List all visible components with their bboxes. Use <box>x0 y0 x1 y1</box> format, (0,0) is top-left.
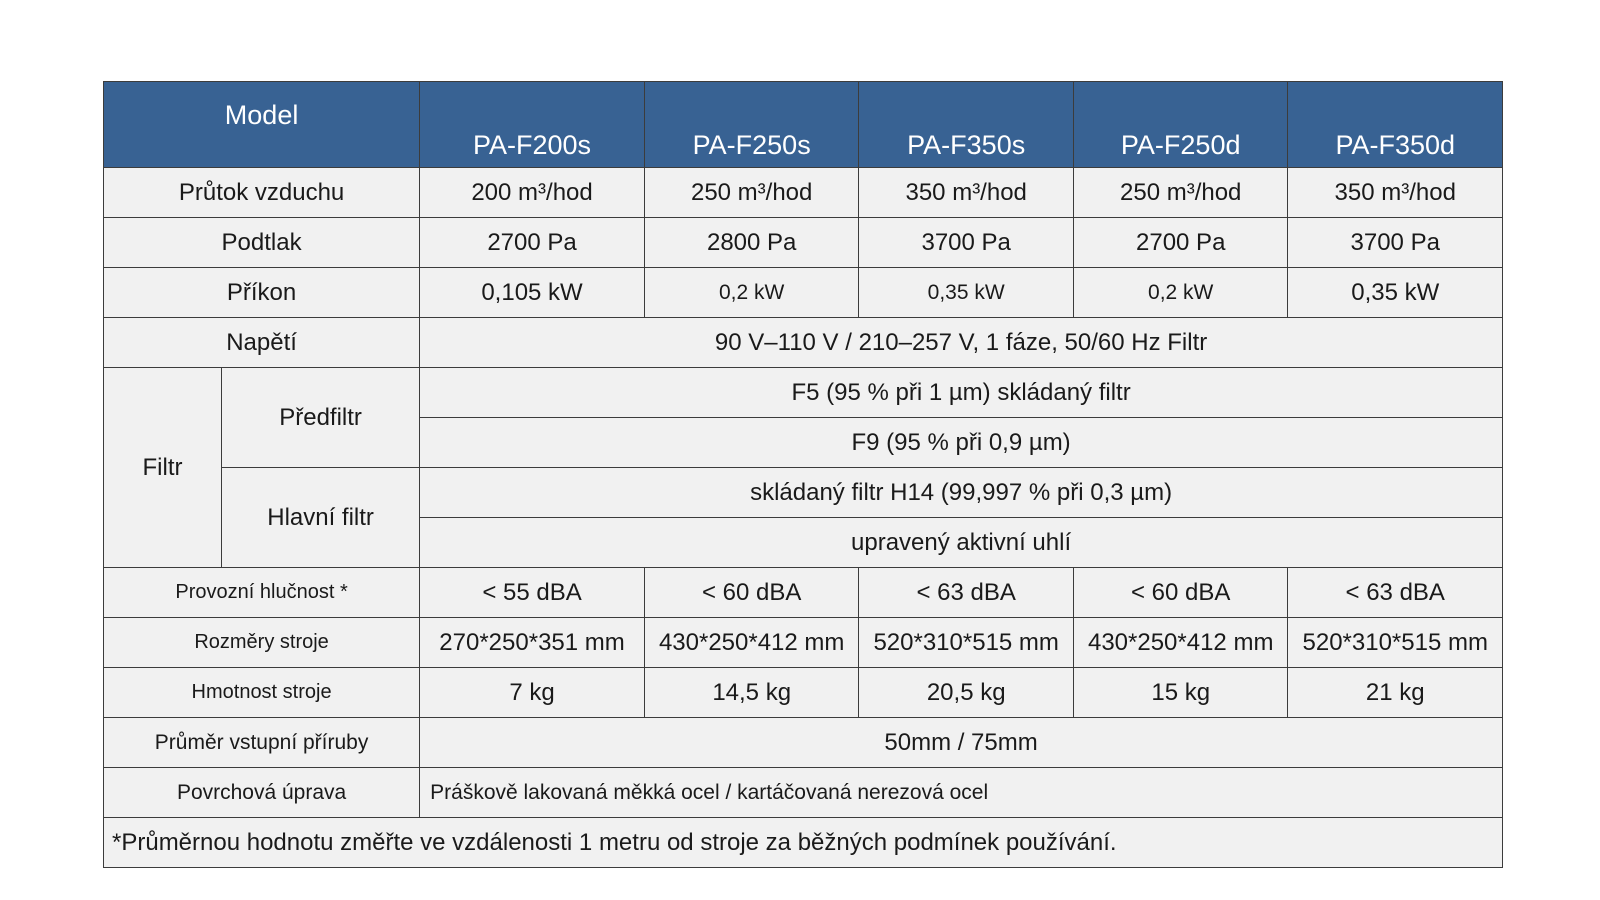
footnote: *Průměrnou hodnotu změřte ve vzdálenosti 1 metru od stroje za běžných podmínek používání. <box>104 818 1503 868</box>
flange-row <box>104 718 1503 768</box>
table-cell: 7 kg <box>420 668 645 718</box>
table-cell: < 63 dBA <box>859 568 1074 618</box>
airflow-row <box>104 168 1503 218</box>
row-label: Hmotnost stroje <box>104 668 420 718</box>
table-cell: skládaný filtr H14 (99,997 % při 0,3 µm) <box>420 468 1503 518</box>
prefilter-label: Předfiltr <box>222 368 420 468</box>
row-label: Průměr vstupní příruby <box>104 718 420 768</box>
table-cell: F5 (95 % při 1 µm) skládaný filtr <box>420 368 1503 418</box>
table-cell: 2800 Pa <box>644 218 859 268</box>
table-cell: 20,5 kg <box>859 668 1074 718</box>
power-row <box>104 268 1503 318</box>
dimensions-row <box>104 618 1503 668</box>
table-cell: 3700 Pa <box>859 218 1074 268</box>
filter-label: Filtr <box>104 368 222 568</box>
table-cell: 270*250*351 mm <box>420 618 645 668</box>
table-cell: 15 kg <box>1073 668 1288 718</box>
weight-row <box>104 668 1503 718</box>
table-cell: < 63 dBA <box>1288 568 1503 618</box>
row-label: Provozní hlučnost * <box>104 568 420 618</box>
row-label: Povrchová úprava <box>104 768 420 818</box>
table-cell: 3700 Pa <box>1288 218 1503 268</box>
table-cell: 350 m³/hod <box>859 168 1074 218</box>
main-filter-label: Hlavní filtr <box>222 468 420 568</box>
table-cell: 0,105 kW <box>420 268 645 318</box>
table-cell: 430*250*412 mm <box>1073 618 1288 668</box>
model-name: PA-F250d <box>1073 82 1288 168</box>
table-cell: 0,2 kW <box>644 268 859 318</box>
table-cell: 50mm / 75mm <box>420 718 1503 768</box>
table-cell: Práškově lakovaná měkká ocel / kartáčovaná nerezová ocel <box>420 768 1503 818</box>
model-name: PA-F350d <box>1288 82 1503 168</box>
table-cell: 520*310*515 mm <box>859 618 1074 668</box>
model-name: PA-F350s <box>859 82 1074 168</box>
spec-table-container <box>103 81 1503 868</box>
table-cell: 2700 Pa <box>420 218 645 268</box>
table-cell: 90 V–110 V / 210–257 V, 1 fáze, 50/60 Hz Filtr <box>420 318 1503 368</box>
model-name: PA-F200s <box>420 82 645 168</box>
table-cell: 0,2 kW <box>1073 268 1288 318</box>
table-cell: F9 (95 % při 0,9 µm) <box>420 418 1503 468</box>
footnote-row <box>104 818 1503 868</box>
filter-row <box>104 368 1503 418</box>
table-cell: upravený aktivní uhlí <box>420 518 1503 568</box>
table-cell: 14,5 kg <box>644 668 859 718</box>
table-cell: < 60 dBA <box>644 568 859 618</box>
table-cell: < 60 dBA <box>1073 568 1288 618</box>
vacuum-row <box>104 218 1503 268</box>
row-label: Podtlak <box>104 218 420 268</box>
model-header: Model <box>104 82 420 168</box>
table-cell: 520*310*515 mm <box>1288 618 1503 668</box>
table-cell: 200 m³/hod <box>420 168 645 218</box>
table-cell: 2700 Pa <box>1073 218 1288 268</box>
noise-row <box>104 568 1503 618</box>
table-cell: 250 m³/hod <box>1073 168 1288 218</box>
model-name: PA-F250s <box>644 82 859 168</box>
voltage-row <box>104 318 1503 368</box>
table-cell: 0,35 kW <box>859 268 1074 318</box>
row-label: Průtok vzduchu <box>104 168 420 218</box>
table-cell: 250 m³/hod <box>644 168 859 218</box>
spec-table <box>103 81 1503 868</box>
table-cell: < 55 dBA <box>420 568 645 618</box>
table-cell: 350 m³/hod <box>1288 168 1503 218</box>
table-cell: 430*250*412 mm <box>644 618 859 668</box>
surface-row <box>104 768 1503 818</box>
row-label: Příkon <box>104 268 420 318</box>
filter-row <box>104 468 1503 518</box>
row-label: Rozměry stroje <box>104 618 420 668</box>
row-label: Napětí <box>104 318 420 368</box>
header-row <box>104 82 1503 168</box>
table-cell: 0,35 kW <box>1288 268 1503 318</box>
table-cell: 21 kg <box>1288 668 1503 718</box>
